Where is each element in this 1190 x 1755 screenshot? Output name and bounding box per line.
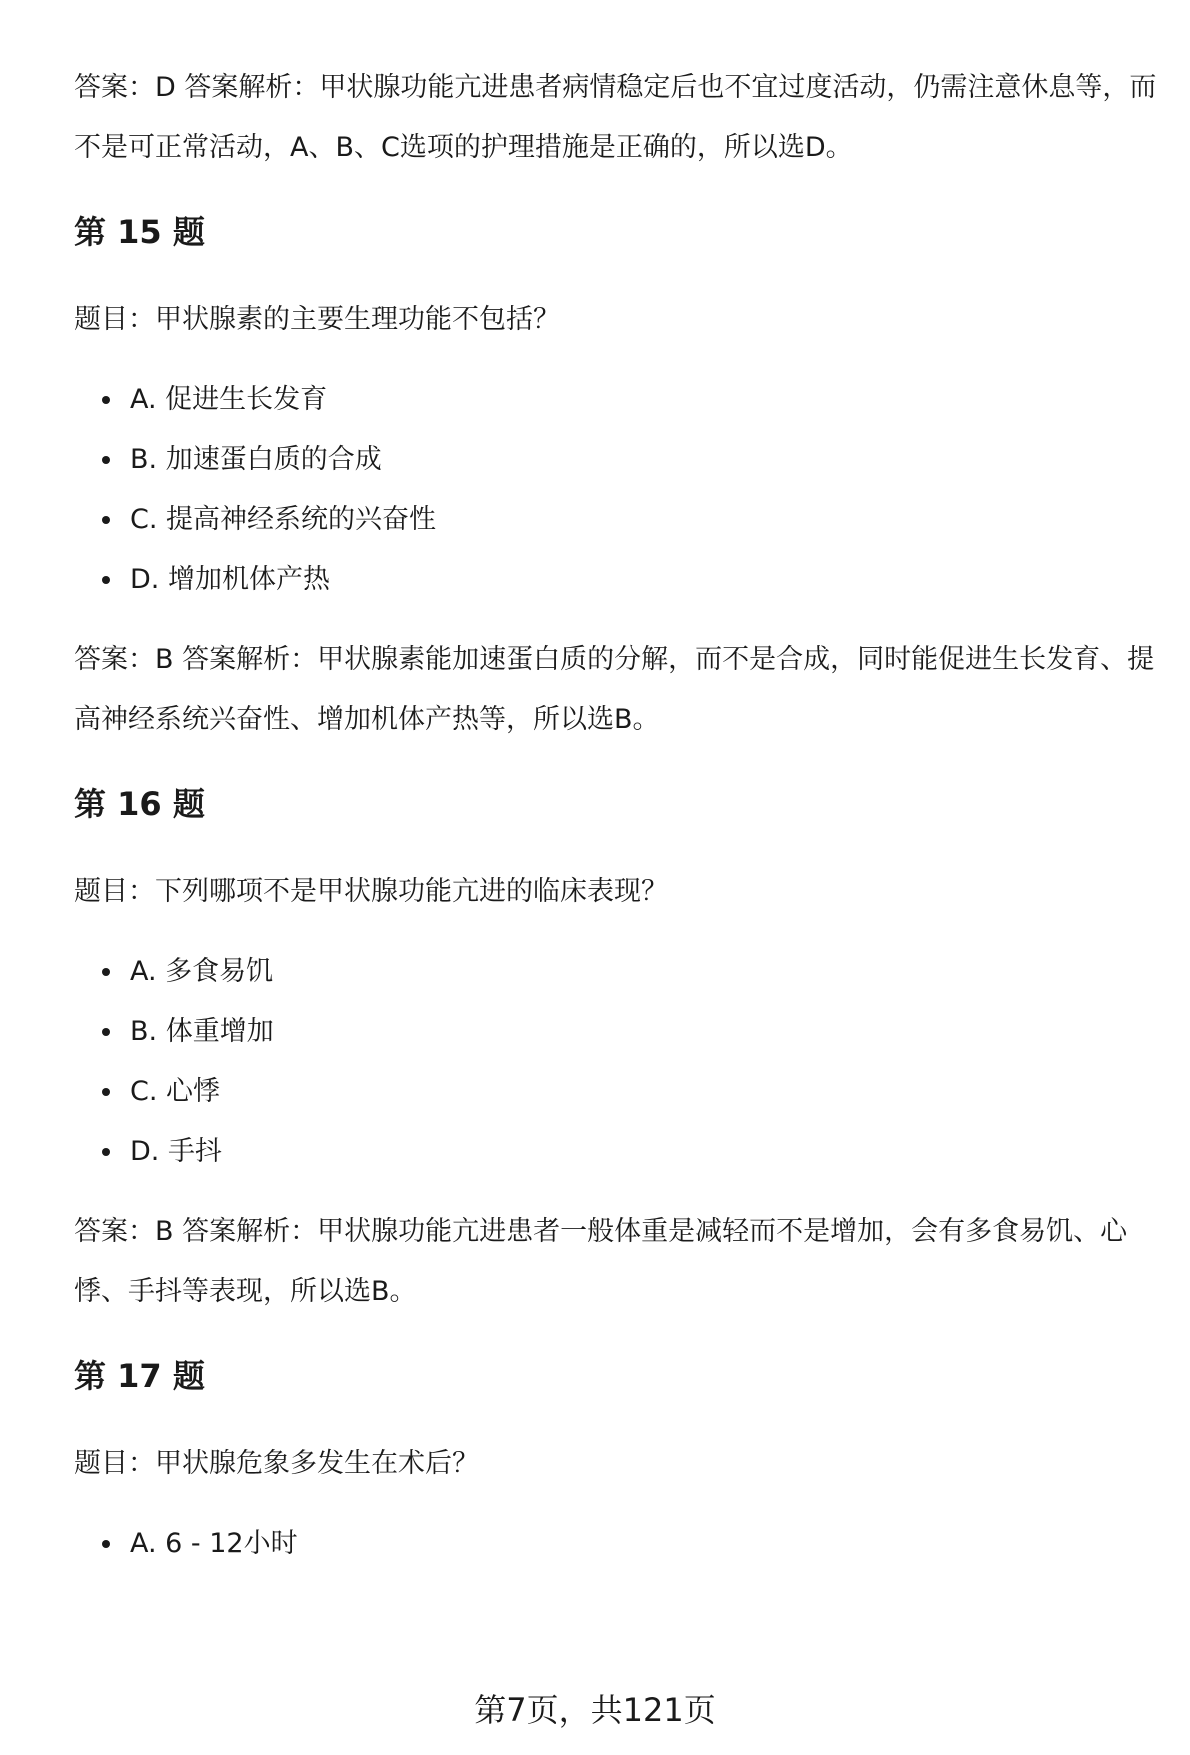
- option-15-c: C. 提高神经系统的兴奋性: [74, 490, 1164, 550]
- options-list-15: [74, 370, 1164, 610]
- options-list-17: [74, 1514, 1164, 1574]
- bullet-icon: [102, 516, 110, 524]
- option-16-c: C. 心悸: [74, 1062, 1164, 1122]
- bullet-icon: [102, 1028, 110, 1036]
- option-15-d: D. 增加机体产热: [74, 550, 1164, 610]
- page-number-footer: 第7页，共121页: [474, 1691, 716, 1729]
- options-list-16: [74, 942, 1164, 1182]
- bullet-icon: [102, 1540, 110, 1548]
- question-title-15: 第 15 题: [74, 213, 205, 251]
- question-title-17: 第 17 题: [74, 1357, 205, 1395]
- bullet-icon: [102, 456, 110, 464]
- bullet-icon: [102, 1088, 110, 1096]
- bullet-icon: [102, 1148, 110, 1156]
- question-stem-15: 题目：甲状腺素的主要生理功能不包括？: [74, 304, 560, 335]
- bullet-icon: [102, 968, 110, 976]
- question-stem-16: 题目：下列哪项不是甲状腺功能亢进的临床表现？: [74, 876, 668, 907]
- bullet-icon: [102, 396, 110, 404]
- answer-explanation-15: 答案：B 答案解析：甲状腺素能加速蛋白质的分解，而不是合成，同时能促进生长发育、提高神经系统兴奋性、增加机体产热等，所以选B。: [74, 644, 1155, 735]
- document-page: [74, 58, 1164, 1574]
- option-15-a: A. 促进生长发育: [74, 370, 1164, 430]
- question-stem-17: 题目：甲状腺危象多发生在术后？: [74, 1448, 479, 1479]
- option-16-a: A. 多食易饥: [74, 942, 1164, 1002]
- option-16-b: B. 体重增加: [74, 1002, 1164, 1062]
- answer-explanation-q14: 答案：D 答案解析：甲状腺功能亢进患者病情稳定后也不宜过度活动，仍需注意休息等，而不是可正常活动，A、B、C选项的护理措施是正确的，所以选D。: [74, 72, 1157, 163]
- option-17-a: A. 6 - 12小时: [74, 1514, 1164, 1574]
- option-15-b: B. 加速蛋白质的合成: [74, 430, 1164, 490]
- question-title-16: 第 16 题: [74, 785, 205, 823]
- option-16-d: D. 手抖: [74, 1122, 1164, 1182]
- answer-explanation-16: 答案：B 答案解析：甲状腺功能亢进患者一般体重是减轻而不是增加，会有多食易饥、心悸、手抖等表现，所以选B。: [74, 1216, 1128, 1307]
- bullet-icon: [102, 576, 110, 584]
